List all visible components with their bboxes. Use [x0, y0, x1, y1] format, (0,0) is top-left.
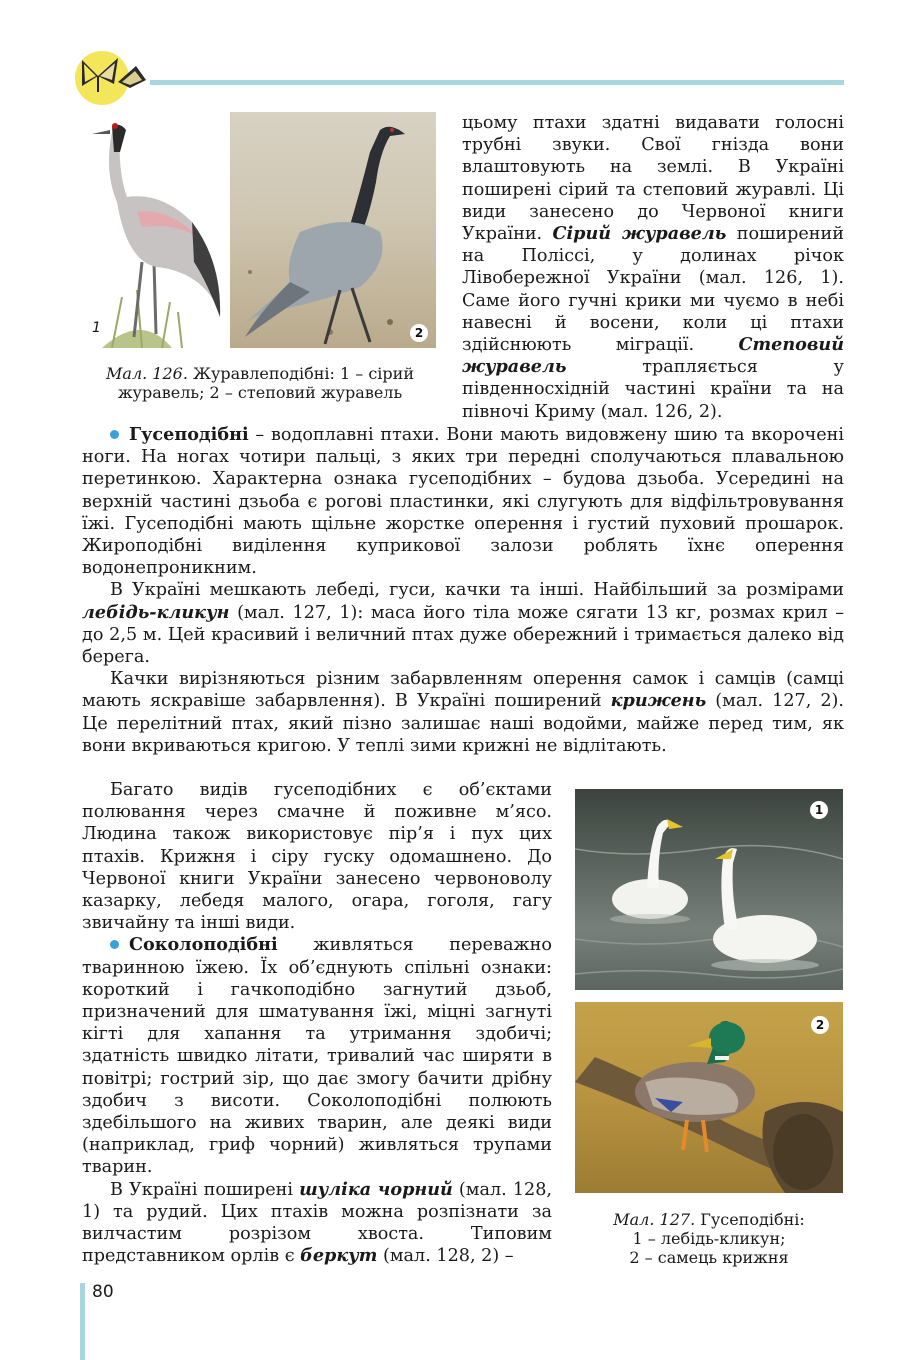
bullet-icon — [110, 940, 119, 949]
fig126-caption — [82, 364, 438, 402]
text-run: трапляється у південносхідній частині країни та на півночі Криму (мал. 126, 2). — [462, 357, 844, 422]
term-mallard: крижень — [610, 690, 707, 712]
fig127-label-2: 2 — [811, 1016, 829, 1034]
text-run: поширений на Поліссі, у долинах річок Лівобережної України (мал. 126, 1). Саме його гучні крики ми чуємо в небі навесні й восени, коли ці птахи здійснюють міграції. — [462, 224, 844, 356]
text-run: цьому птахи здатні видавати голосні трубні звуки. Свої гнізда вони влаштовують на землі. В Україні поширені сірий та степовий журавлі. Ці види занесено до Червоної книги України. — [462, 113, 844, 245]
fig127-caption-line2: 1 – лебідь-кликун; — [632, 1229, 786, 1248]
geese-section — [82, 424, 844, 757]
fig126-caption-text: Журавлеподібні: 1 – сірий журавель; 2 – степовий журавель — [117, 364, 414, 402]
text-run: Качки вирізняються різним забарвленням оперення самок і самців (самці мають яскравіше забарвлення). В Україні поширений — [82, 669, 844, 712]
butterfly-icon — [68, 46, 150, 106]
term-geese: Гусеподібні — [129, 424, 249, 445]
term-demoiselle-crane: Степовий журавель — [462, 334, 844, 378]
footer-bar — [80, 1283, 85, 1360]
header-rule — [150, 80, 844, 85]
falcons-paragraph: живляться переважно тваринною їжею. Їх об’єднують спільні ознаки: короткий і гачкоподібно загнутий дзьоб, призначений для шматування їжі, міцні загнуті кігті для хапання та утримання здобичі; здатність швидко літати, тривалий час ширяти в повітрі; гострий зір, що дає змогу бачити дрібну здобич з висоти. Соколоподібні полюють здебільшого на живих тварин, але деякі види (наприклад, гриф чорний) живляться трупами тварин. — [82, 935, 552, 1178]
term-falcons: Соколоподібні — [129, 934, 278, 956]
bullet-icon — [110, 430, 119, 439]
fig127-image-mallard — [575, 1002, 843, 1193]
top-right-text — [462, 112, 844, 423]
fig126-label-2: 2 — [410, 324, 428, 342]
fig127-caption-text: Гусеподібні: — [695, 1210, 805, 1229]
fig126-label-1: 1 — [92, 320, 101, 336]
term-grey-crane: Сірий журавель — [552, 223, 727, 245]
text-run: В Україні поширені — [110, 1179, 300, 1200]
fig126-image-grey-crane — [82, 112, 228, 348]
text-run: (мал. 127, 2). Це перелітний птах, який пізно залишає наші водойми, майже перед тим, як вони вкриваються кригою. У теплі зими крижні не відлітають. — [82, 691, 844, 756]
fig126-image-demoiselle-crane — [230, 112, 436, 348]
header-logo — [68, 46, 150, 106]
fig127-caption-number: Мал. 127. — [613, 1210, 696, 1229]
left-column-text — [82, 779, 552, 1267]
geese-p1: – водоплавні птахи. Вони мають видовжену шию та вкорочені ноги. На ногах чотири пальці, з яких три передні сполучаються плавальною перетинкою. Характерна ознака гусеподібних – будова дзьоба. Усередині на верхній частині дзьоба є рогові пластинки, які слугують для відфільтровування їжі. Гусеподібні мають щільне жорстке оперення і густий пуховий прошарок. Жироподібні виділення куприкової залози роблять їхнє оперення водонепроникним. — [82, 425, 844, 579]
text-run: (мал. 128, 2) – — [377, 1246, 514, 1267]
fig127-label-1: 1 — [810, 801, 828, 819]
page-number: 80 — [92, 1282, 114, 1302]
fig127-caption-line3: 2 – самець крижня — [629, 1248, 789, 1267]
text-run: (мал. 128, 1) та рудий. Цих птахів можна розпізнати за вилчастим розрізом хвоста. Типовим представником орлів є — [82, 1179, 552, 1267]
text-run: В Україні мешкають лебеді, гуси, качки та інші. Найбільший за розмірами — [110, 580, 844, 601]
text-run: (мал. 127, 1): маса його тіла може сягати 13 кг, розмах крил – до 2,5 м. Цей красивий і величний птах дуже обережний і тримається далеко від берега. — [82, 602, 844, 668]
fig127-caption — [575, 1210, 843, 1267]
term-golden-eagle: беркут — [300, 1245, 378, 1267]
term-black-kite: шуліка чорний — [299, 1178, 453, 1200]
term-whooper-swan: лебідь-кликун — [82, 601, 230, 623]
hunting-paragraph: Багато видів гусеподібних є об’єктами полювання через смачне й поживне м’ясо. Людина також використовує пір’я і пух цих птахів. Крижня і сіру гуску одомашнено. До Червоної книги України занесено червоноволу казарку, лебедя малого, огара, гоголя, гагу звичайну та інші види. — [82, 780, 552, 934]
fig126-caption-number: Мал. 126. — [106, 364, 188, 383]
fig127-image-whooper-swans — [575, 789, 843, 990]
